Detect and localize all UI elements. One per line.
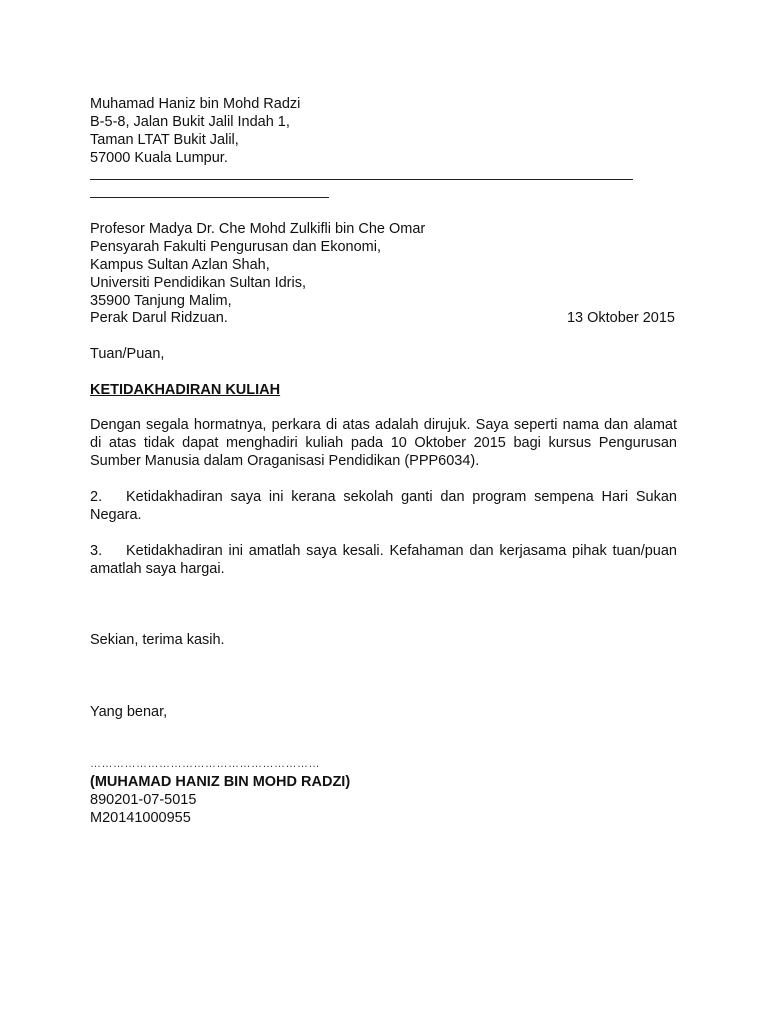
sender-address-line-3: 57000 Kuala Lumpur. (90, 150, 228, 166)
recipient-line-2: Pensyarah Fakulti Pengurusan dan Ekonomi, (90, 239, 381, 255)
closing-thanks: Sekian, terima kasih. (90, 632, 225, 648)
divider-rule-short (90, 197, 329, 198)
paragraph-3-number: 3. (90, 543, 103, 559)
closing-yours: Yang benar, (90, 704, 168, 720)
signatory-name: (MUHAMAD HANIZ BIN MOHD RADZI) (90, 774, 351, 790)
paragraph-2-number: 2. (90, 489, 103, 505)
sender-address-line-1: B-5-8, Jalan Bukit Jalil Indah 1, (90, 114, 290, 130)
paragraph-3-text: Ketidakhadiran ini amatlah saya kesali. Kefahaman dan kerjasama pihak tuan/puan amatlah saya hargai. (90, 543, 677, 577)
signatory-matric-number: M20141000955 (90, 810, 191, 826)
paragraph-3 (90, 542, 677, 578)
paragraph-1: Dengan segala hormatnya, perkara di atas adalah dirujuk. Saya seperti nama dan alamat di atas tidak dapat menghadiri kuliah pada 10 Oktober 2015 bagi kursus Pengurusan Sumber Manusia dalam Oraganisasi Pendidikan (PPP6034). (90, 417, 677, 469)
signature-dots: …………………………………………………… (90, 758, 320, 770)
signatory-ic-number: 890201-07-5015 (90, 792, 197, 808)
paragraph-2 (90, 488, 677, 524)
recipient-line-6: Perak Darul Ridzuan. (90, 310, 228, 326)
subject-heading: KETIDAKHADIRAN KULIAH (90, 382, 281, 398)
recipient-line-5: 35900 Tanjung Malim, (90, 293, 232, 309)
recipient-line-4: Universiti Pendidikan Sultan Idris, (90, 275, 306, 291)
divider-rule-long (90, 179, 633, 180)
recipient-line-1: Profesor Madya Dr. Che Mohd Zulkifli bin Che Omar (90, 221, 426, 237)
letter-date: 13 Oktober 2015 (566, 310, 675, 326)
sender-name: Muhamad Haniz bin Mohd Radzi (90, 96, 301, 112)
sender-address-line-2: Taman LTAT Bukit Jalil, (90, 132, 239, 148)
salutation: Tuan/Puan, (90, 346, 165, 362)
paragraph-2-text: Ketidakhadiran saya ini kerana sekolah ganti dan program sempena Hari Sukan Negara. (90, 489, 677, 523)
recipient-line-3: Kampus Sultan Azlan Shah, (90, 257, 270, 273)
